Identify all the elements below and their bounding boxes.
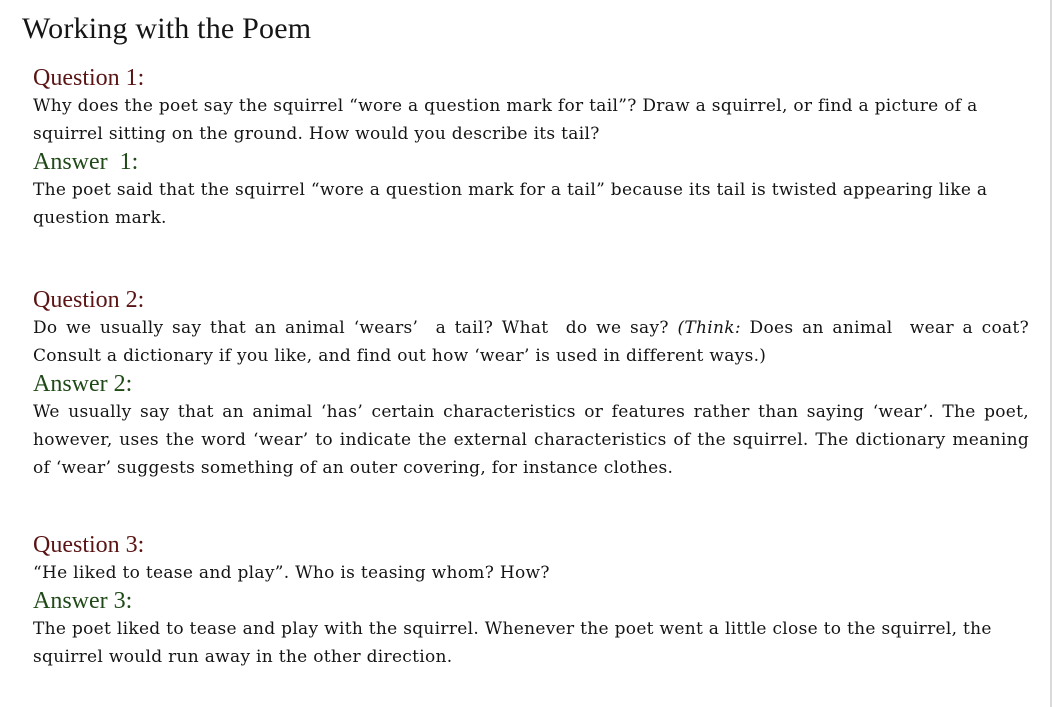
question-2-text-part-2: Does an animal wear a coat? Consult a dictionary if you like, and find out how ‘wear’ is used in different ways.) [33,318,1035,366]
answer-1-label: Answer 1: [33,149,139,175]
question-2-text-part-1: Do we usually say that an animal ‘wears’ a tail? What do we say? [33,318,678,338]
question-3-text: “He liked to tease and play”. Who is teasing whom? How? [33,563,550,583]
answer-1-text: The poet said that the squirrel “wore a question mark for a tail” because its tail is twisted appearing like a question mark. [33,180,988,228]
question-1-text: Why does the poet say the squirrel “wore a question mark for tail”? Draw a squirrel, or find a picture of a squirrel sitting on the ground. How would you describe its tail? [33,96,978,144]
question-3-label: Question 3: [33,532,145,558]
answer-2-text: We usually say that an animal ‘has’ certain characteristics or features rather than saying ‘wear’. The poet, however, uses the word ‘wear’ to indicate the external characteristics of the squirrel. The dictionary meaning of ‘wear’ suggests something of an outer covering, for instance clothes. [33,402,1029,478]
qa-block-1 [33,64,1029,232]
question-1-label: Question 1: [33,65,145,91]
question-2-label: Question 2: [33,287,145,313]
answer-2-label: Answer 2: [33,371,133,397]
answer-3-text: The poet liked to tease and play with the squirrel. Whenever the poet went a little close to the squirrel, the squirrel would run away in the other direction. [33,619,992,667]
page-title: Working with the Poem [22,12,312,45]
qa-block-2 [33,286,1035,482]
qa-block-3 [33,531,1029,671]
question-2-text [33,314,1035,370]
question-2-think-label: (Think: [677,318,741,338]
answer-3-label: Answer 3: [33,588,133,614]
